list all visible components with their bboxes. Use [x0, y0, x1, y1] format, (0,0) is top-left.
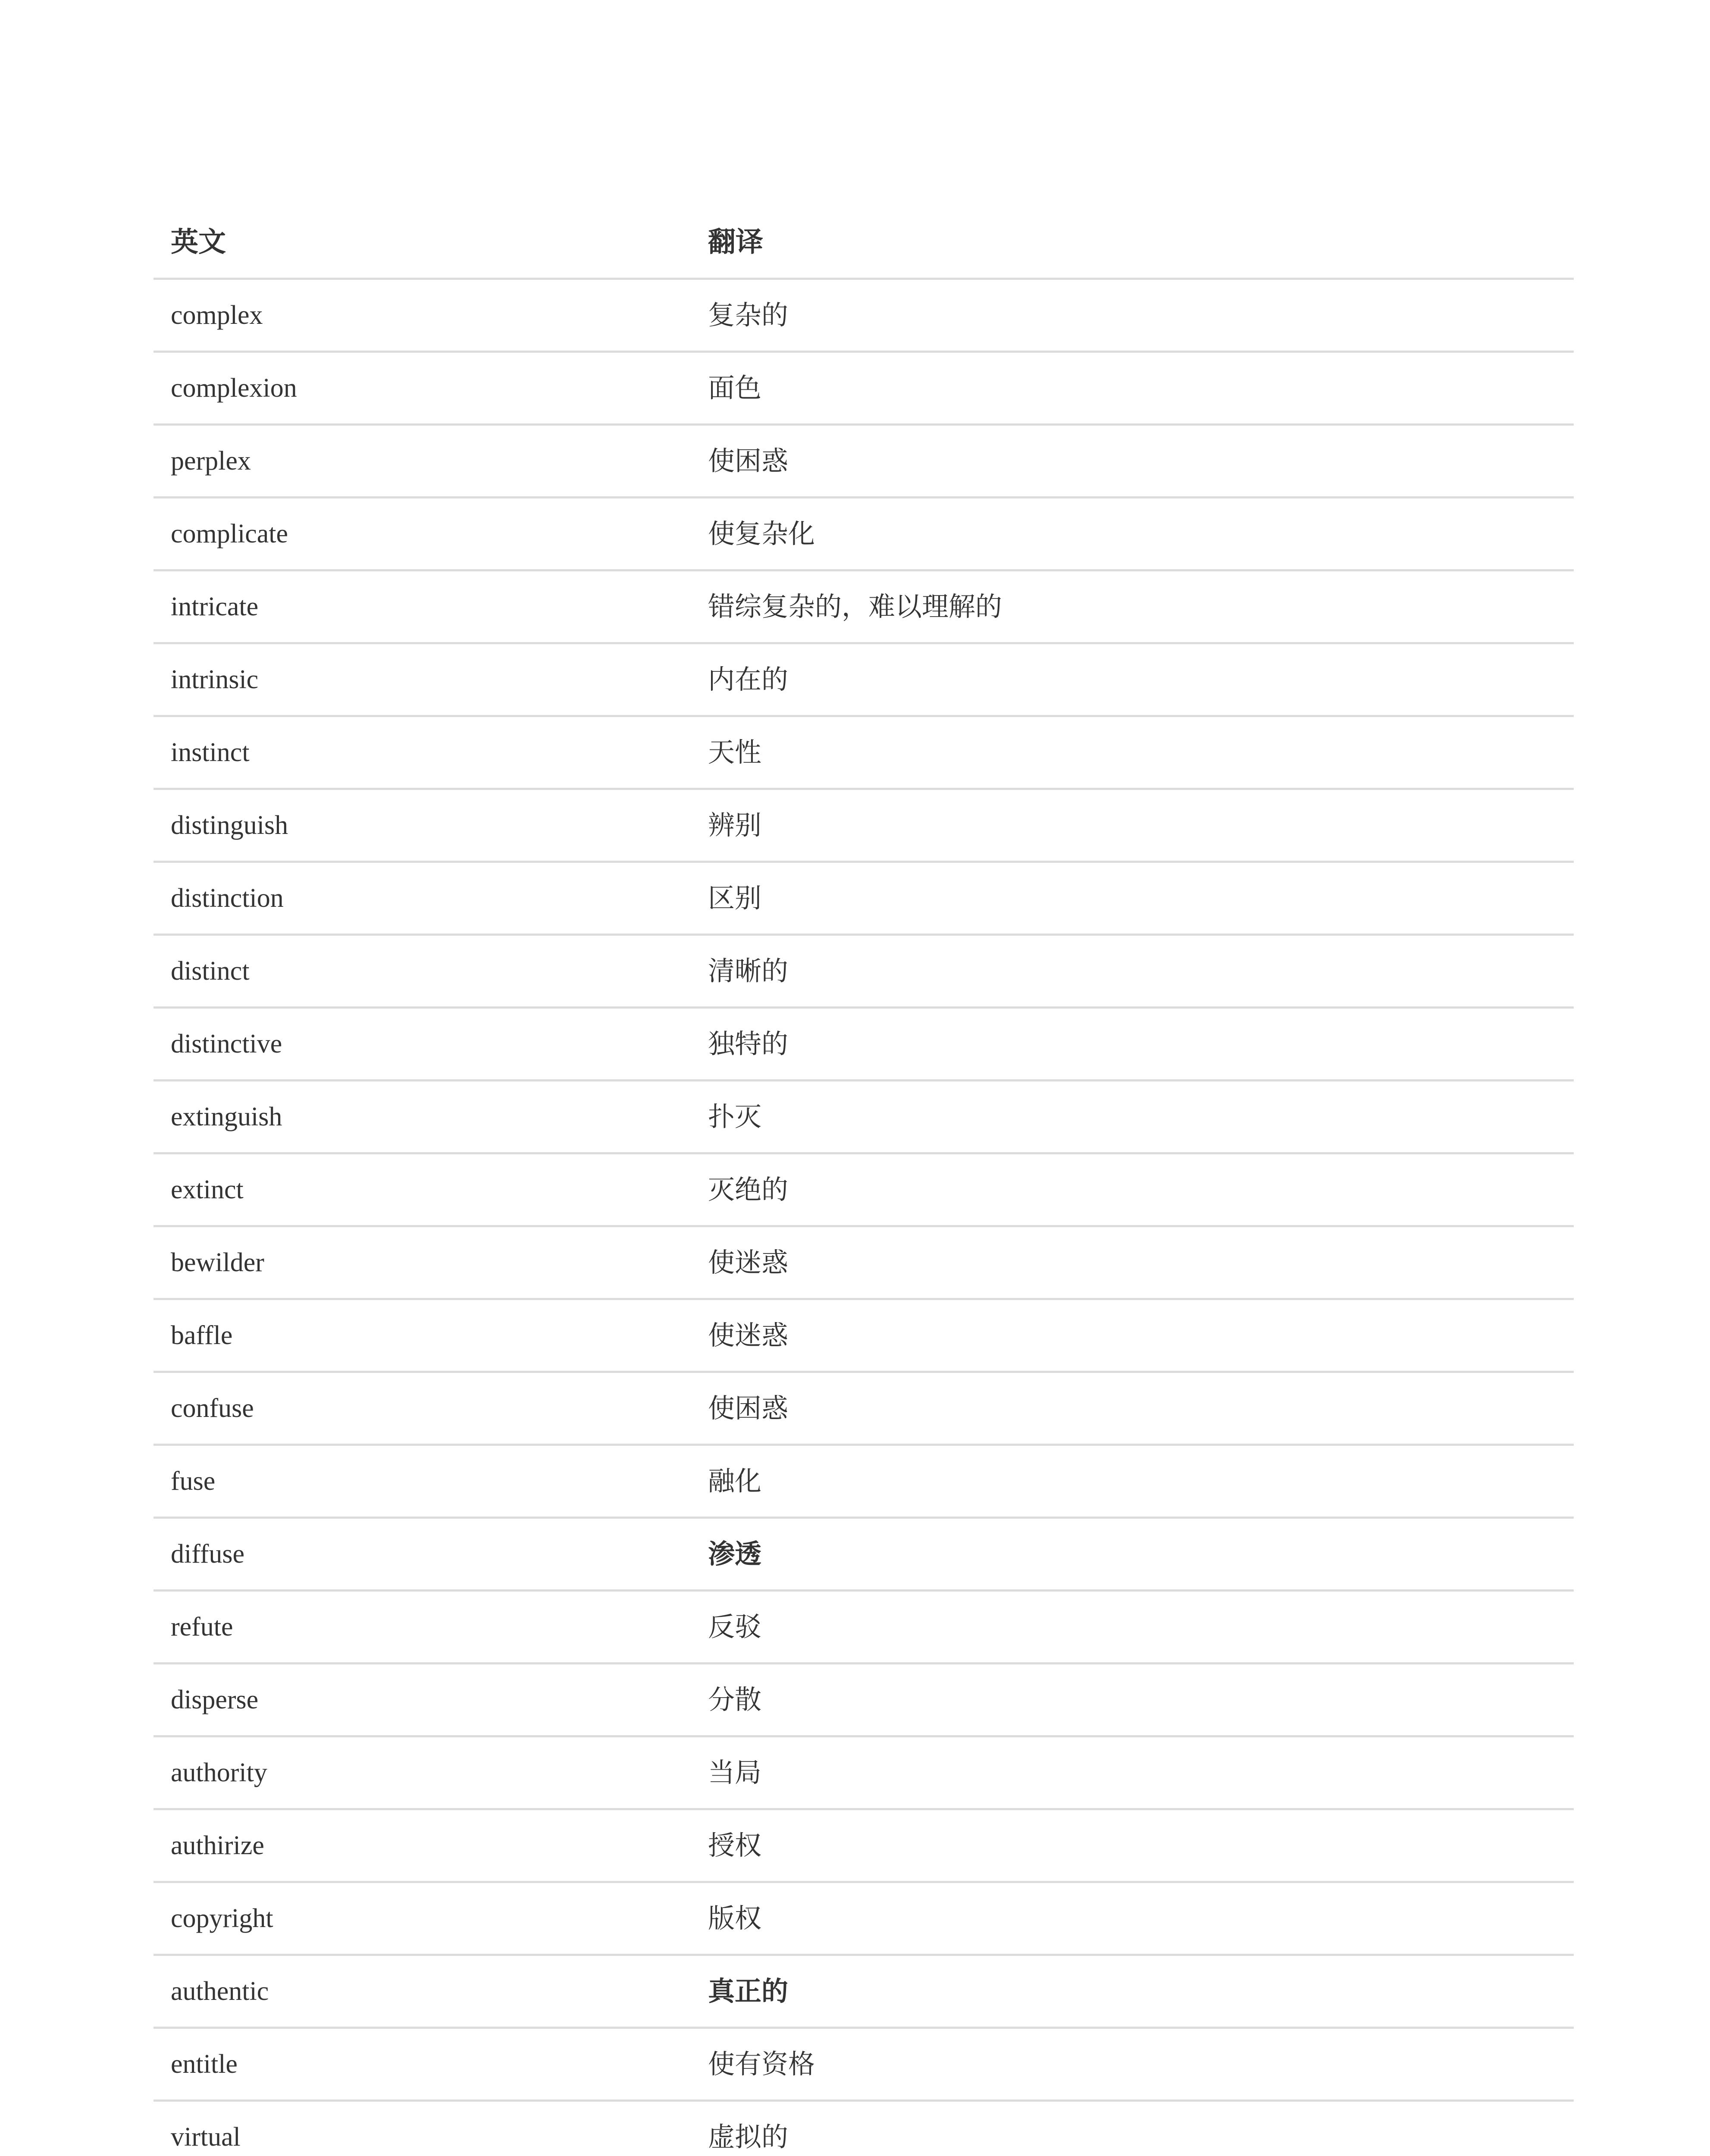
table-row	[153, 717, 1574, 790]
english-word: disperse	[171, 1685, 259, 1714]
translation-text: 使有资格	[708, 2048, 815, 2080]
english-word: distinctive	[171, 1029, 282, 1059]
translation-text: 使迷惑	[708, 1319, 789, 1351]
table-row	[153, 1154, 1574, 1227]
english-word: distinguish	[171, 811, 288, 840]
table-row	[153, 936, 1574, 1009]
translation-text: 独特的	[708, 1028, 789, 1059]
translation-text: 复杂的	[708, 299, 789, 331]
table-body	[153, 280, 1574, 2156]
english-word: diffuse	[171, 1539, 245, 1569]
table-row	[153, 1081, 1574, 1154]
translation-text: 错综复杂的，难以理解的	[708, 591, 1002, 622]
english-word: refute	[171, 1612, 233, 1642]
translation-text: 扑灭	[708, 1101, 762, 1132]
english-word: distinct	[171, 956, 250, 986]
translation-text: 天性	[708, 736, 762, 768]
english-word: extinguish	[171, 1102, 282, 1131]
translation-text: 授权	[708, 1830, 762, 1861]
english-word: extinct	[171, 1175, 244, 1204]
table-row	[153, 1956, 1574, 2029]
translation-text: 真正的	[708, 1975, 789, 2007]
table-row	[153, 2102, 1574, 2156]
translation-text: 分散	[708, 1684, 762, 1715]
english-word: distinction	[171, 884, 284, 913]
table-header-row	[153, 207, 1574, 280]
translation-text: 内在的	[708, 664, 789, 695]
english-word: copyright	[171, 1904, 273, 1933]
translation-text: 虚拟的	[708, 2121, 789, 2153]
translation-text: 辨别	[708, 809, 762, 841]
table-row	[153, 644, 1574, 717]
english-word: bewilder	[171, 1248, 264, 1277]
table-row	[153, 1300, 1574, 1373]
english-word: authority	[171, 1758, 267, 1787]
header-translation: 翻译	[708, 226, 763, 258]
translation-text: 反驳	[708, 1611, 762, 1642]
translation-text: 使迷惑	[708, 1247, 789, 1278]
table-row	[153, 426, 1574, 498]
translation-text: 使困惑	[708, 445, 789, 476]
english-word: authirize	[171, 1831, 264, 1860]
english-word: perplex	[171, 446, 251, 476]
translation-text: 使复杂化	[708, 518, 815, 549]
translation-text: 灭绝的	[708, 1174, 789, 1205]
table-row	[153, 1227, 1574, 1300]
translation-text: 当局	[708, 1757, 762, 1788]
table-row	[153, 863, 1574, 936]
table-row	[153, 498, 1574, 571]
translation-text: 版权	[708, 1902, 762, 1934]
table-row	[153, 790, 1574, 863]
table-row	[153, 1009, 1574, 1081]
translation-text: 使困惑	[708, 1392, 789, 1424]
english-word: fuse	[171, 1467, 216, 1496]
translation-text: 区别	[708, 882, 762, 914]
vocabulary-table	[153, 207, 1574, 2156]
table-row	[153, 1446, 1574, 1519]
table-row	[153, 1373, 1574, 1446]
translation-text: 清晰的	[708, 955, 789, 987]
table-row	[153, 280, 1574, 353]
table-row	[153, 353, 1574, 426]
header-english: 英文	[171, 226, 226, 258]
table-row	[153, 571, 1574, 644]
table-row	[153, 1883, 1574, 1956]
table-row	[153, 1810, 1574, 1883]
english-word: complexion	[171, 373, 297, 403]
translation-text: 面色	[708, 372, 762, 404]
english-word: complicate	[171, 519, 288, 548]
table-row	[153, 1664, 1574, 1737]
table-row	[153, 2029, 1574, 2102]
english-word: authentic	[171, 1977, 269, 2006]
table-row	[153, 1519, 1574, 1592]
english-word: baffle	[171, 1321, 233, 1350]
english-word: intrinsic	[171, 665, 259, 694]
english-word: complex	[171, 301, 263, 330]
table-row	[153, 1592, 1574, 1664]
english-word: virtual	[171, 2122, 241, 2152]
english-word: instinct	[171, 738, 250, 767]
translation-text: 渗透	[708, 1538, 762, 1570]
english-word: intricate	[171, 592, 259, 621]
table-row	[153, 1737, 1574, 1810]
translation-text: 融化	[708, 1465, 762, 1497]
english-word: confuse	[171, 1394, 254, 1423]
english-word: entitle	[171, 2049, 238, 2079]
